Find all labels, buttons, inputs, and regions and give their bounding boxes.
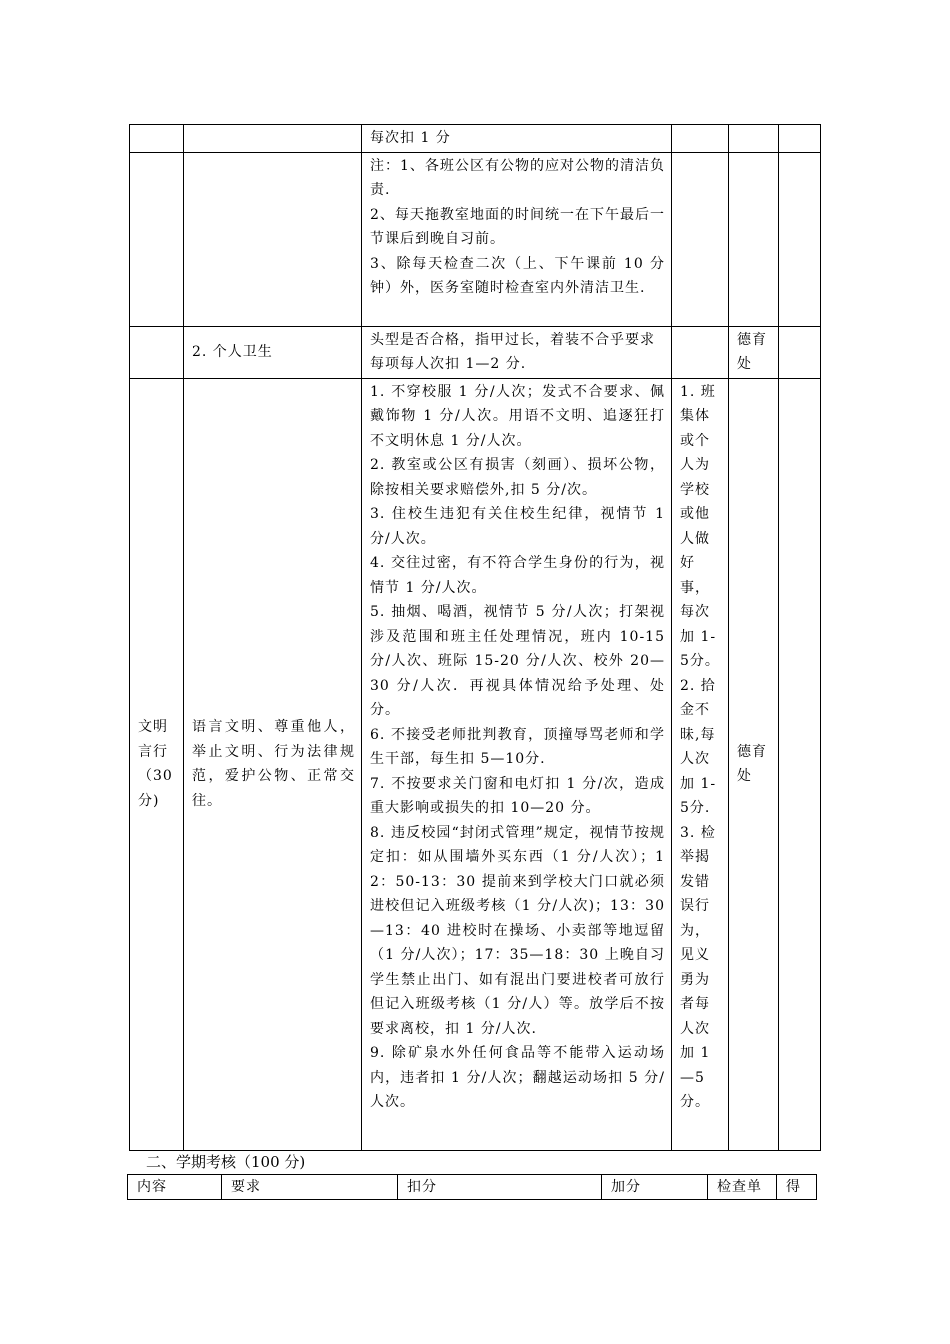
dept-cell — [729, 125, 779, 153]
bonus-cell — [672, 125, 729, 153]
header-cell: 内容 — [128, 1175, 222, 1200]
score-cell — [779, 125, 821, 153]
note-line: 注：1、各班公区有公物的应对公物的清洁负责. — [370, 157, 665, 198]
item-cell — [184, 152, 362, 326]
deduct-item: 5. 抽烟、喝酒，视情节 5 分/人次；打架视涉及范围和班主任处理情况，班内 10-15 分/人次、班际 15-20 分/人次、校外 20—30 分/人次．再视具体情况给予处理、处分。 — [370, 604, 665, 718]
category-cell: 文明言行（30分) — [130, 378, 184, 1150]
requirement-cell: 语言文明、尊重他人，举止文明、行为法律规范，爱护公物、正常交往。 — [184, 378, 362, 1150]
bonus-item: 3. 检举揭发错误行为，见义勇为者每人次加 1—5分。 — [680, 824, 716, 1110]
dept-cell: 德育处 — [729, 326, 779, 378]
table-row — [130, 152, 821, 326]
table-row — [130, 378, 821, 1150]
deduct-cell: 每次扣 1 分 — [362, 125, 672, 153]
score-cell — [779, 326, 821, 378]
deduct-cell — [362, 378, 672, 1150]
header-cell: 加分 — [602, 1175, 708, 1200]
bonus-cell — [672, 378, 729, 1150]
deduct-item: 6. 不接受老师批判教育，顶撞辱骂老师和学生干部，每生扣 5—10分. — [370, 726, 665, 767]
header-cell: 检查单 — [708, 1175, 777, 1200]
notes-cell — [362, 152, 672, 326]
deduct-item: 4. 交往过密，有不符合学生身份的行为，视情节 1 分/人次。 — [370, 555, 665, 596]
deduct-cell: 头型是否合格，指甲过长，着装不合乎要求每项每人次扣 1—2 分. — [362, 326, 672, 378]
header-cell: 要求 — [222, 1175, 398, 1200]
bonus-item: 2. 拾金不昧,每人次加 1-5分. — [680, 677, 717, 816]
note-line: 3、除每天检查二次（上、下午课前 10 分钟）外，医务室随时检查室内外清洁卫生. — [370, 255, 665, 296]
category-cell — [130, 326, 184, 378]
dept-cell — [729, 152, 779, 326]
item-cell: 2. 个人卫生 — [184, 326, 362, 378]
bonus-item: 1. 班集体或个人为学校或他人做好事，每次加 1-5分。 — [680, 383, 720, 669]
item-cell — [184, 125, 362, 153]
category-cell — [130, 152, 184, 326]
dept-cell: 德育处 — [729, 378, 779, 1150]
header-cell: 得 — [777, 1175, 817, 1200]
deduct-item: 7. 不按要求关门窗和电灯扣 1 分/次，造成重大影响或损失的扣 10—20 分。 — [370, 775, 665, 816]
bonus-cell — [672, 152, 729, 326]
note-line: 2、每天拖教室地面的时间统一在下午最后一节课后到晚自习前。 — [370, 206, 665, 247]
category-cell — [130, 125, 184, 153]
deduct-item: 9. 除矿泉水外任何食品等不能带入运动场内，违者扣 1 分/人次；翻越运动场扣 5 分/人次。 — [370, 1045, 665, 1110]
deduct-item: 3. 住校生违犯有关住校生纪律，视情节 1 分/人次。 — [370, 506, 665, 547]
table-header-row — [128, 1175, 817, 1200]
score-cell — [779, 152, 821, 326]
deduct-item: 1. 不穿校服 1 分/人次；发式不合要求、佩戴饰物 1 分/人次。用语不文明、追逐狂打不文明休息 1 分/人次。 — [370, 383, 665, 449]
header-cell: 扣分 — [398, 1175, 602, 1200]
deduct-item: 2. 教室或公区有损害（刻画）、损坏公物，除按相关要求赔偿外,扣 5 分/次。 — [370, 457, 665, 498]
semester-table — [127, 1174, 817, 1200]
section-title: 二、学期考核（100 分) — [146, 1153, 306, 1171]
table-row — [130, 326, 821, 378]
deduct-item: 8. 违反校园“封闭式管理”规定，视情节按规定扣：如从围墙外买东西（1 分/人次）；12：50-13：30 提前来到学校大门口就必须进校但记入班级考核（1 分/人次)；13：30—13：40 进校时在操场、小卖部等地逗留（1 分/人次）；17：35—18：30 上晚自习学生禁止出门、如有混出门要进校者可放行但记入班级考核（1 分/人）等。放学后不按要求离校，扣 1 分/人次. — [370, 824, 665, 1037]
table-row — [130, 125, 821, 153]
assessment-table — [129, 124, 821, 1151]
score-cell — [779, 378, 821, 1150]
bonus-cell — [672, 326, 729, 378]
